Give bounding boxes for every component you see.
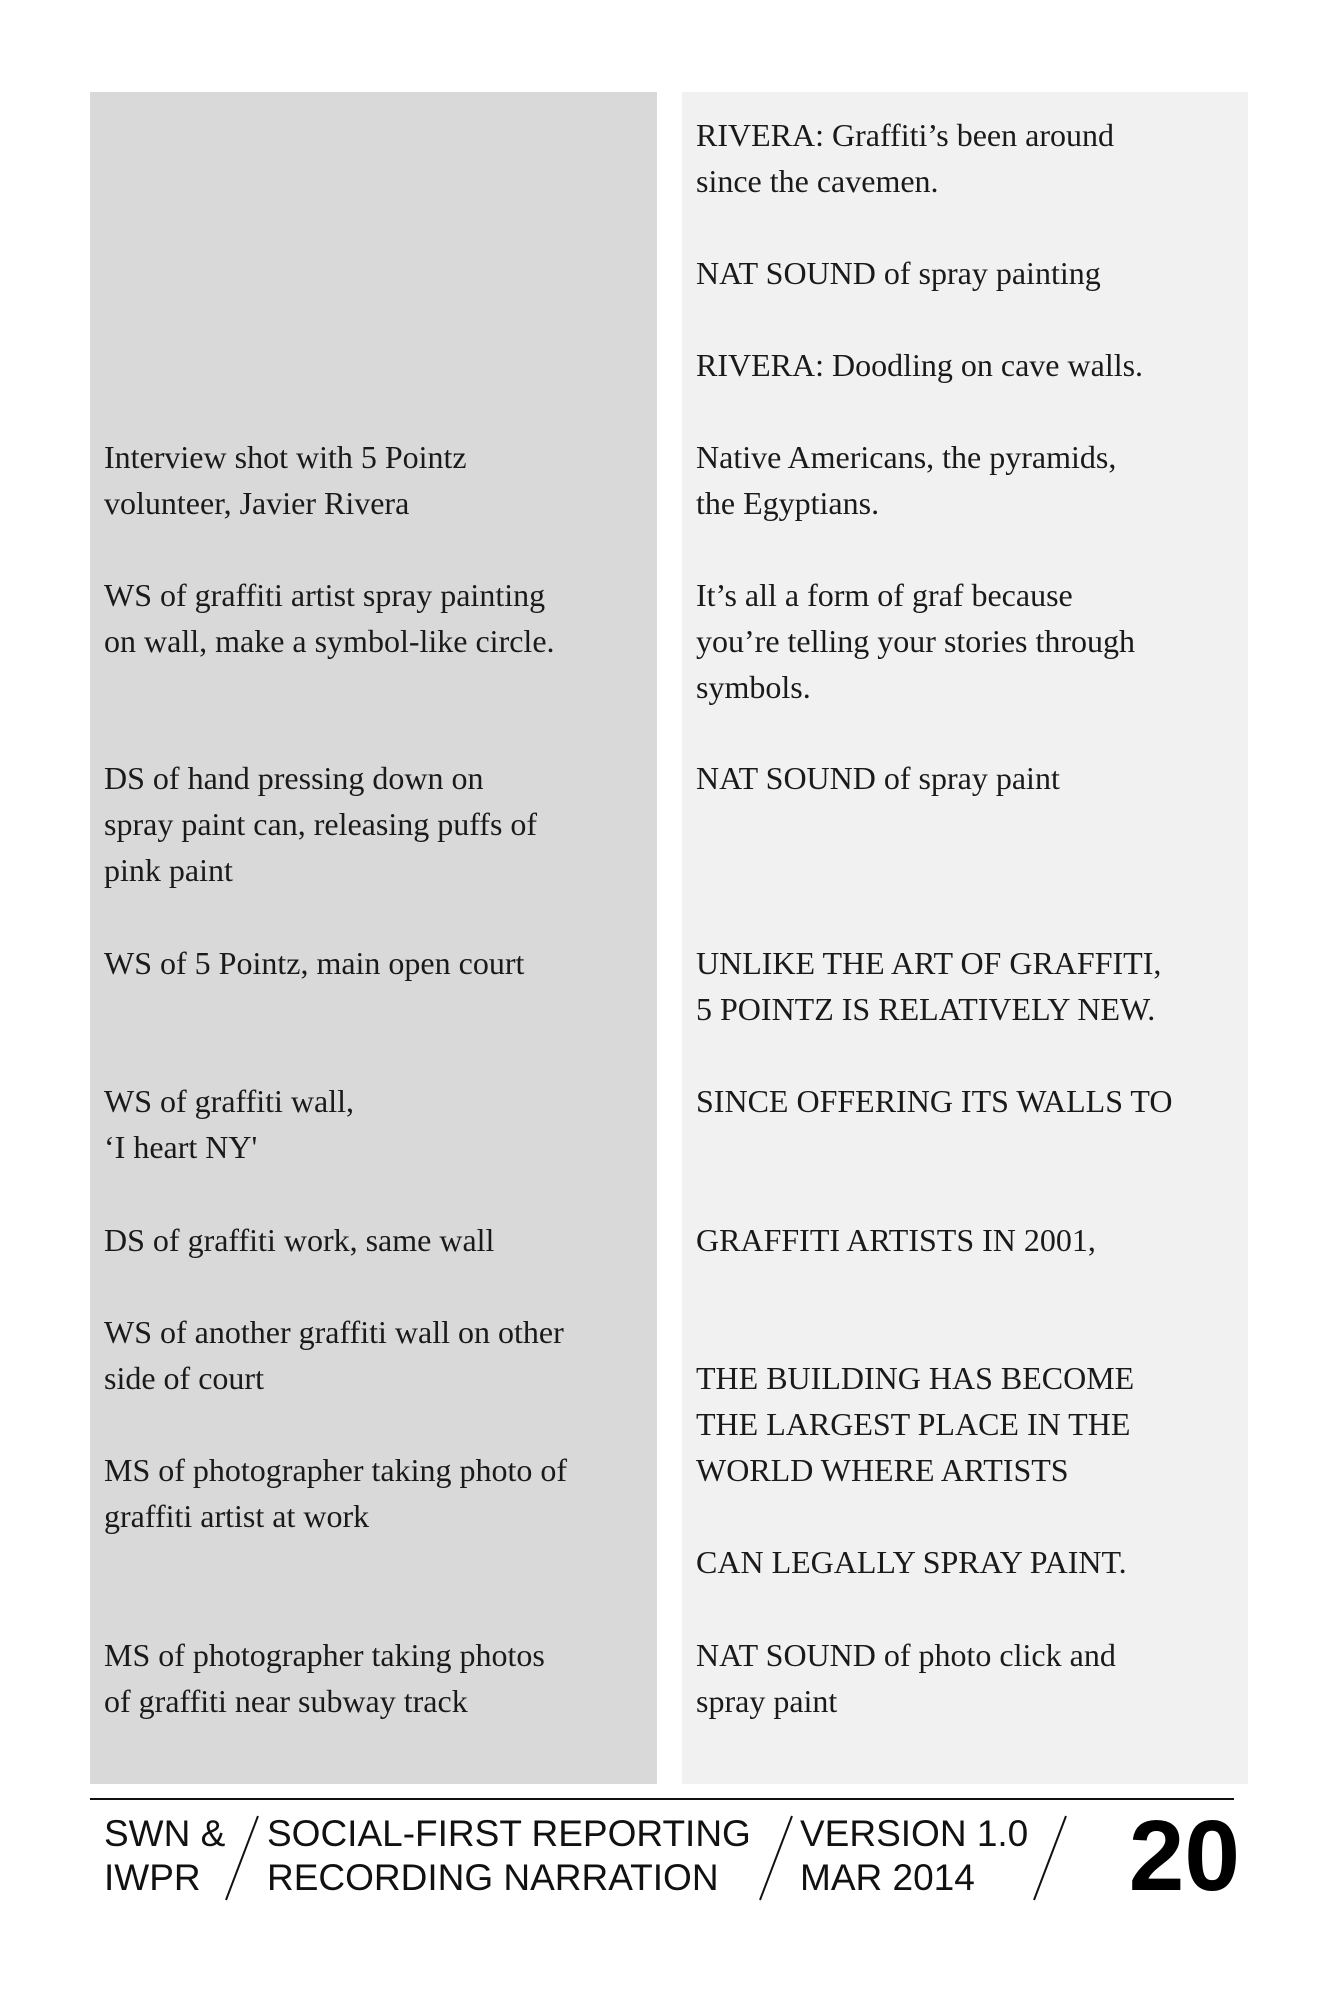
audio-entry: Native Americans, the pyramids, the Egyptians. [696,439,1117,521]
visual-entry: MS of photographer taking photo of graffiti artist at work [104,1452,568,1534]
visual-column [90,92,657,1784]
footer-org: SWN & IWPR [104,1813,226,1898]
visual-entry: DS of graffiti work, same wall [104,1222,495,1258]
audio-entry: SINCE OFFERING ITS WALLS TO [696,1083,1173,1119]
audio-entry: THE BUILDING HAS BECOME THE LARGEST PLACE IN THE WORLD WHERE ARTISTS [696,1360,1135,1488]
visual-entry: WS of another graffiti wall on other side of court [104,1314,564,1396]
audio-entry: GRAFFITI ARTISTS IN 2001, [696,1222,1096,1258]
audio-entry: It’s all a form of graf because you’re telling your stories through symbols. [696,577,1136,705]
audio-entry: CAN LEGALLY SPRAY PAINT. [696,1544,1127,1580]
visual-entry: MS of photographer taking photos of graffiti near subway track [104,1637,545,1719]
footer-slash-separator [1030,1814,1070,1904]
footer-section: SOCIAL-FIRST REPORTING RECORDING NARRATION [267,1813,751,1898]
visual-entry: Interview shot with 5 Pointz volunteer, Javier Rivera [104,439,467,521]
audio-entry: NAT SOUND of spray paint [696,760,1060,796]
audio-entry: NAT SOUND of spray painting [696,255,1101,291]
footer-slash-separator [222,1814,262,1904]
visual-entry: WS of 5 Pointz, main open court [104,945,525,981]
visual-entry: WS of graffiti artist spray painting on wall, make a symbol-like circle. [104,577,555,659]
visual-entry: WS of graffiti wall, ‘I heart NY' [104,1083,355,1165]
footer-slash-separator [756,1814,796,1904]
audio-entry: RIVERA: Doodling on cave walls. [696,347,1144,383]
footer-divider [90,1798,1234,1800]
audio-entry: NAT SOUND of photo click and spray paint [696,1637,1116,1719]
visual-entry: DS of hand pressing down on spray paint can, releasing puffs of pink paint [104,760,538,888]
audio-column [682,92,1248,1784]
audio-entry: UNLIKE THE ART OF GRAFFITI, 5 POINTZ IS RELATIVELY NEW. [696,945,1162,1027]
page-number: 20 [1128,1800,1240,1912]
audio-entry: RIVERA: Graffiti’s been around since the cavemen. [696,117,1114,199]
footer-version: VERSION 1.0 MAR 2014 [800,1813,1029,1898]
